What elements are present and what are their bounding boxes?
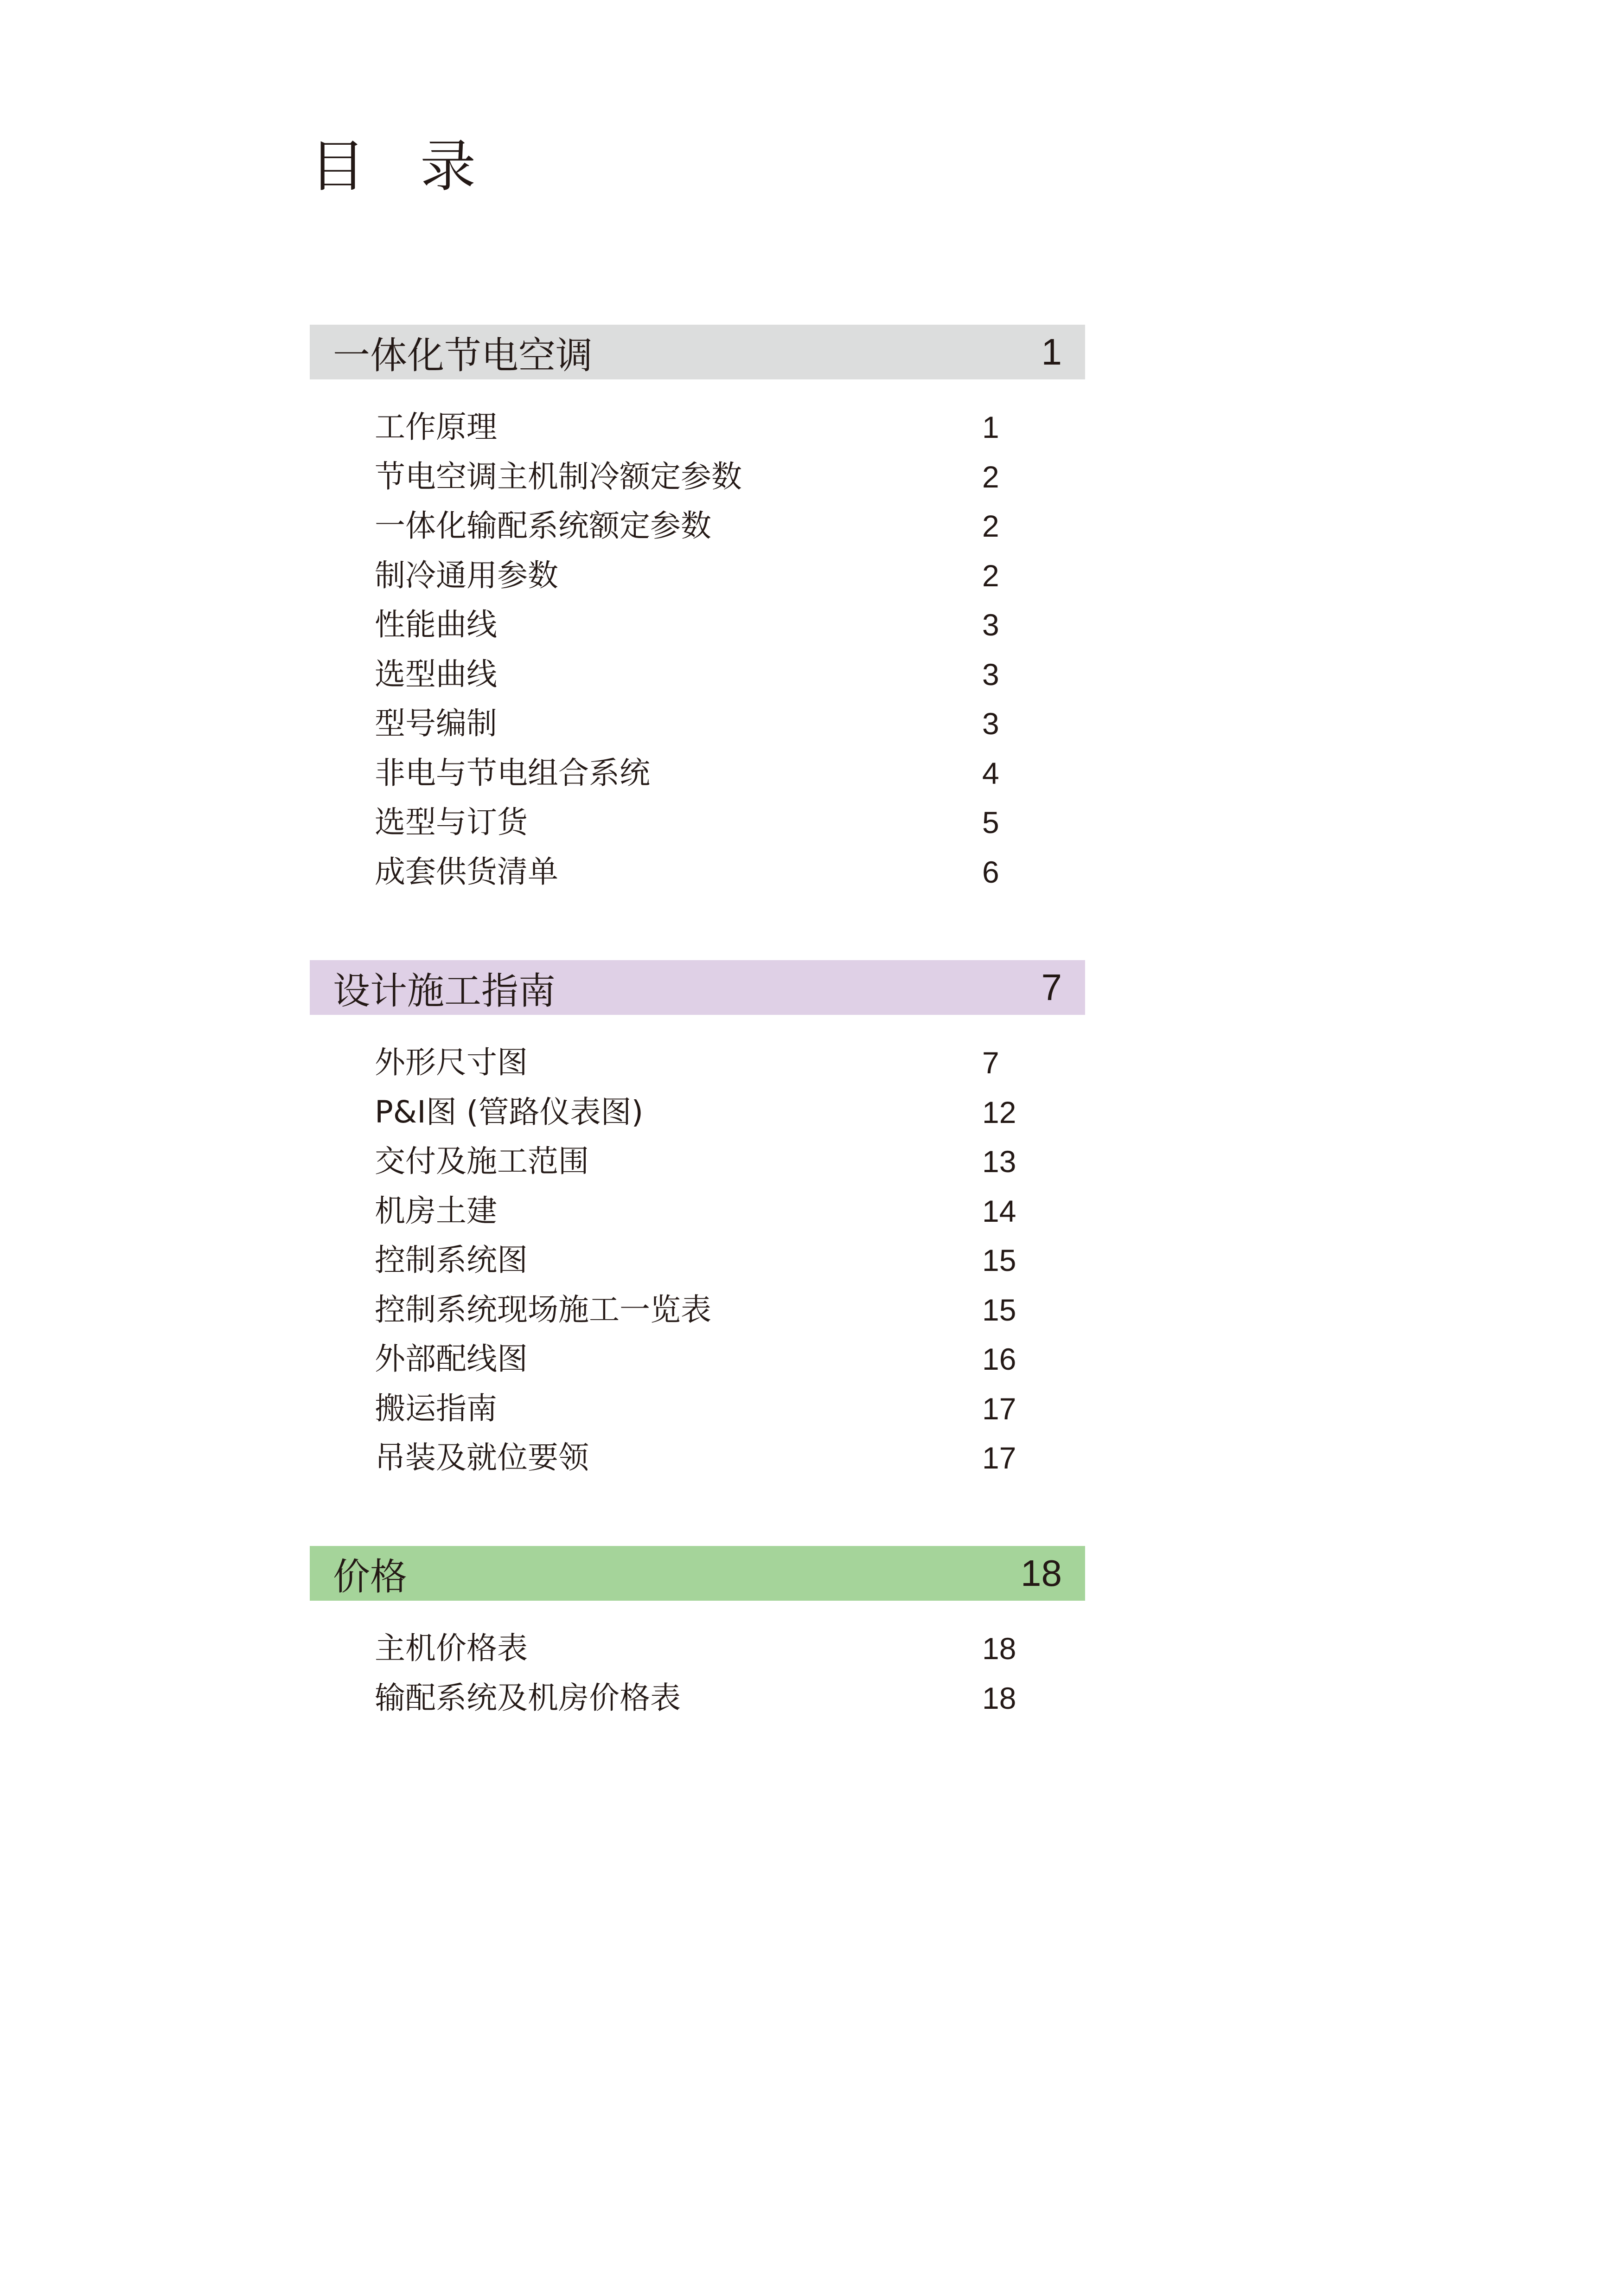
section-header[interactable] xyxy=(310,325,1085,379)
toc-item-page-number: 17 xyxy=(982,1441,1016,1475)
toc-item-page-number: 7 xyxy=(982,1045,999,1080)
toc-item-page-number: 3 xyxy=(982,657,999,692)
toc-item-label: 非电与节电组合系统 xyxy=(375,755,650,791)
toc-item-label: 输配系统及机房价格表 xyxy=(375,1680,681,1716)
toc-item-page-number: 1 xyxy=(982,410,999,444)
section-title: 价格 xyxy=(333,1555,407,1598)
toc-section-pricing xyxy=(310,1546,1085,1723)
toc-item-label: 机房土建 xyxy=(375,1193,497,1229)
toc-item[interactable] xyxy=(310,403,1085,452)
toc-item-list xyxy=(310,1038,1085,1483)
toc-item-label: 性能曲线 xyxy=(375,607,497,642)
toc-item-label: 节电空调主机制冷额定参数 xyxy=(375,458,742,494)
toc-item-page-number: 3 xyxy=(982,706,999,741)
toc-item[interactable] xyxy=(310,1384,1085,1434)
toc-item-label: 外部配线图 xyxy=(375,1341,528,1377)
toc-section-integrated-ac xyxy=(310,325,1085,897)
toc-item-label: 外形尺寸图 xyxy=(375,1045,528,1080)
toc-item-label: 一体化输配系统额定参数 xyxy=(375,508,711,544)
toc-item-list xyxy=(310,403,1085,897)
toc-item[interactable] xyxy=(310,699,1085,749)
toc-item-label: 成套供货清单 xyxy=(375,853,558,890)
toc-item-page-number: 15 xyxy=(982,1243,1016,1277)
toc-item[interactable] xyxy=(310,1038,1085,1088)
toc-item[interactable] xyxy=(310,1088,1085,1137)
toc-item-page-number: 12 xyxy=(982,1095,1016,1129)
toc-item-page-number: 2 xyxy=(982,509,999,543)
toc-item[interactable] xyxy=(310,749,1085,798)
toc-item-list xyxy=(310,1624,1085,1723)
toc-item-page-number: 4 xyxy=(982,756,999,790)
toc-item[interactable] xyxy=(310,452,1085,502)
toc-item-label: 控制系统现场施工一览表 xyxy=(375,1291,711,1328)
toc-item[interactable] xyxy=(310,1624,1085,1674)
toc-item-page-number: 18 xyxy=(982,1631,1016,1666)
section-page-number: 18 xyxy=(1021,1552,1062,1594)
page-title: 目 录 xyxy=(310,135,495,199)
toc-item-label: 吊装及就位要领 xyxy=(375,1440,589,1475)
toc-item-label: 选型曲线 xyxy=(375,656,497,692)
section-title: 设计施工指南 xyxy=(333,969,556,1013)
toc-item-page-number: 14 xyxy=(982,1193,1016,1228)
toc-item-label: 工作原理 xyxy=(375,409,497,445)
toc-item-page-number: 18 xyxy=(982,1680,1016,1715)
toc-item[interactable] xyxy=(310,650,1085,699)
toc-item-page-number: 2 xyxy=(982,459,999,494)
toc-item-label: 交付及施工范围 xyxy=(375,1143,589,1179)
toc-item-label: 主机价格表 xyxy=(375,1630,528,1666)
toc-item[interactable] xyxy=(310,1137,1085,1186)
toc-section-design-guide xyxy=(310,960,1085,1483)
section-header[interactable] xyxy=(310,960,1085,1015)
toc-item-label: P&I图 (管路仪表图) xyxy=(375,1094,644,1130)
toc-item[interactable] xyxy=(310,1433,1085,1483)
toc-item-page-number: 13 xyxy=(982,1144,1016,1179)
toc-item[interactable] xyxy=(310,798,1085,847)
toc-item-page-number: 17 xyxy=(982,1391,1016,1426)
toc-item-label: 控制系统图 xyxy=(375,1242,528,1278)
toc-item[interactable] xyxy=(310,1285,1085,1335)
toc-item[interactable] xyxy=(310,501,1085,551)
toc-item[interactable] xyxy=(310,600,1085,650)
section-page-number: 1 xyxy=(1041,331,1062,372)
toc-item-label: 搬运指南 xyxy=(375,1390,497,1426)
toc-item-page-number: 5 xyxy=(982,805,999,840)
toc-item-page-number: 3 xyxy=(982,608,999,642)
toc-item-page-number: 15 xyxy=(982,1292,1016,1327)
toc-item-label: 型号编制 xyxy=(375,705,497,741)
toc-item[interactable] xyxy=(310,1186,1085,1236)
toc-item-label: 选型与订货 xyxy=(375,804,528,840)
section-header[interactable] xyxy=(310,1546,1085,1601)
toc-item[interactable] xyxy=(310,1334,1085,1384)
toc-item-page-number: 2 xyxy=(982,558,999,593)
toc-item[interactable] xyxy=(310,1236,1085,1285)
toc-item-page-number: 6 xyxy=(982,854,999,889)
toc-item-page-number: 16 xyxy=(982,1342,1016,1376)
toc-item[interactable] xyxy=(310,1674,1085,1723)
toc-item-label: 制冷通用参数 xyxy=(375,557,558,593)
toc-item[interactable] xyxy=(310,551,1085,601)
section-page-number: 7 xyxy=(1041,967,1062,1008)
section-title: 一体化节电空调 xyxy=(333,333,593,377)
toc-item[interactable] xyxy=(310,847,1085,897)
